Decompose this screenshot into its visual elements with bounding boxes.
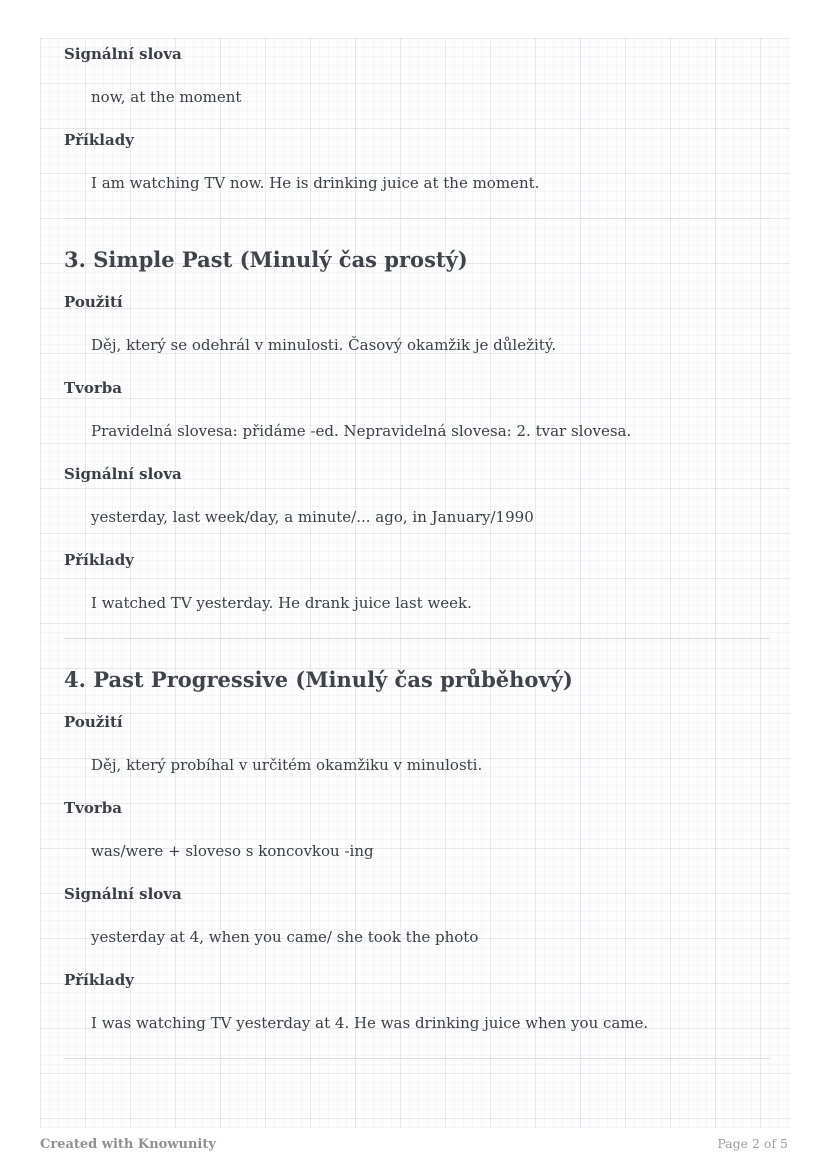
section-heading: 3. Simple Past (Minulý čas prostý) (64, 247, 468, 272)
section-present-progressive-continued (64, 46, 770, 191)
section-paragraph: Děj, který probíhal v určitém okamžiku v minulosti. (91, 756, 483, 774)
footer-page-number: Page 2 of 5 (717, 1136, 788, 1151)
section-paragraph: yesterday at 4, when you came/ she took the photo (91, 928, 479, 946)
section-label: Příklady (64, 551, 134, 569)
section-paragraph: Pravidelná slovesa: přidáme -ed. Nepravidelná slovesa: 2. tvar slovesa. (91, 422, 632, 440)
section-paragraph: now, at the moment (91, 88, 242, 106)
section-label: Příklady (64, 131, 134, 149)
section-label: Signální slova (64, 885, 182, 903)
section-paragraph: I watched TV yesterday. He drank juice last week. (91, 594, 472, 612)
section-simple-past (64, 245, 770, 611)
page-content (40, 38, 790, 1059)
section-divider (64, 1058, 770, 1059)
section-past-progressive (64, 665, 770, 1031)
section-label: Tvorba (64, 379, 122, 397)
section-label: Signální slova (64, 45, 182, 63)
section-paragraph: yesterday, last week/day, a minute/... ago, in January/1990 (91, 508, 534, 526)
notebook-grid-page (40, 38, 790, 1128)
section-paragraph: Děj, který se odehrál v minulosti. Časový okamžik je důležitý. (91, 336, 557, 354)
section-paragraph: was/were + sloveso s koncovkou -ing (91, 842, 374, 860)
section-divider (64, 638, 770, 639)
section-divider (64, 218, 770, 219)
section-label: Použití (64, 713, 123, 731)
section-heading: 4. Past Progressive (Minulý čas průběhový) (64, 667, 573, 692)
footer-credit: Created with Knowunity (40, 1137, 216, 1152)
section-label: Signální slova (64, 465, 182, 483)
section-label: Příklady (64, 971, 134, 989)
section-paragraph: I was watching TV yesterday at 4. He was drinking juice when you came. (91, 1014, 649, 1032)
page-footer (40, 1136, 788, 1152)
section-label: Použití (64, 293, 123, 311)
section-paragraph: I am watching TV now. He is drinking juice at the moment. (91, 174, 540, 192)
section-label: Tvorba (64, 799, 122, 817)
